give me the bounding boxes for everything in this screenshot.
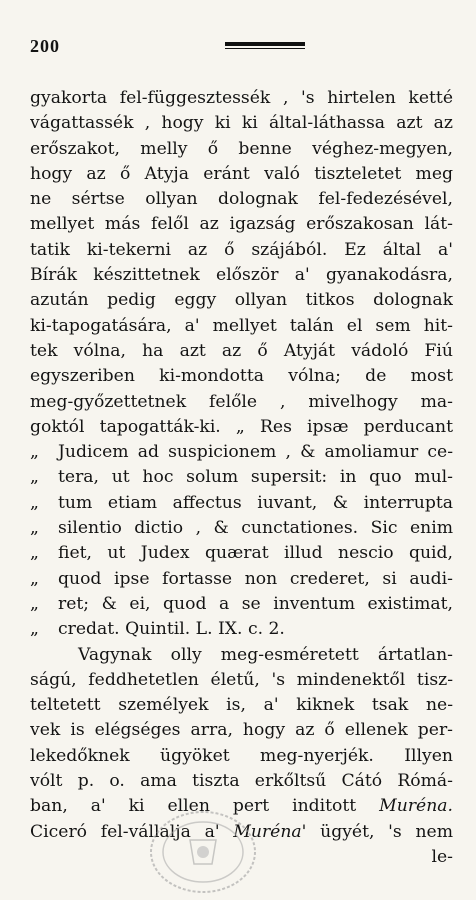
text-line: Bírák készittetnek először a' gyanakodásra, <box>30 265 453 286</box>
page-header <box>30 36 450 56</box>
quote-text: fiet, ut Judex quærat illud nescio quid, <box>58 543 453 564</box>
quote-mark: „ <box>30 492 39 513</box>
quote-line <box>30 617 453 642</box>
quote-line <box>30 465 453 490</box>
quote-line <box>30 567 453 592</box>
quote-text: Judicem ad suspicionem , & amoliamur ce- <box>58 442 453 463</box>
catchword: le- <box>431 846 453 867</box>
quote-mark: „ <box>30 442 39 463</box>
text-line: tek vólna, ha azt az ő Atyját vádoló Fiú <box>30 340 453 361</box>
name-italic: Muréna. <box>379 796 453 817</box>
quote-mark: „ <box>30 543 39 564</box>
text-line: gyakorta fel-függesztessék , 's hirtelen ketté <box>30 88 453 108</box>
text-segment: Ciceró fel-vállalja a' <box>30 821 220 842</box>
text-line: erőszakot, melly ő benne véghez-megyen, <box>30 138 453 159</box>
text-line: vek is elégséges arra, hogy az ő ellenek per- <box>30 720 453 741</box>
text-line: vólt p. o. ama tiszta erkőltsű Cátó Rómá- <box>30 771 453 792</box>
quote-text: tum etiam affectus iuvant, & interrupta <box>58 492 453 513</box>
quote-mark: „ <box>30 467 39 488</box>
quote-line <box>30 592 453 617</box>
text-line: tatik ki-tekerni az ő szájából. Ez által a' <box>30 239 453 260</box>
body-text <box>30 86 453 870</box>
name-italic: Muréna' <box>233 821 307 842</box>
quote-text: tera, ut hoc solum supersit: in quo mul- <box>58 467 453 488</box>
quote-text: silentio dictio , & cunctationes. Sic enim <box>58 518 453 539</box>
text-line: ki-tapogatására, a' mellyet talán el sem hit- <box>30 315 453 336</box>
text-line: teltetett személyek is, a' kiknek tsak ne- <box>30 695 453 716</box>
quote-mark: „ <box>30 593 39 614</box>
quote-line <box>30 440 453 465</box>
header-rule <box>225 42 305 46</box>
text-line: mellyet más felől az igazság erőszakosan lát- <box>30 214 453 235</box>
quote-citation: credat. Quintil. L. IX. c. 2. <box>58 619 285 640</box>
quote-mark: „ <box>30 518 39 539</box>
text-line: hogy az ő Atyja eránt való tiszteletet meg <box>30 163 453 184</box>
quote-line <box>30 541 453 566</box>
library-stamp <box>138 800 268 896</box>
text-segment: ügyét, 's nem <box>320 821 453 842</box>
text-line: vágattassék , hogy ki ki által-láthassa azt az <box>30 113 453 134</box>
header-rule-thin <box>225 48 305 49</box>
quote-text: ret; & ei, quod a se inventum existimat, <box>58 593 453 614</box>
text-line: egyszeriben ki-mondotta vólna; de most <box>30 366 453 387</box>
text-line: meg-győzettetnek felőle , mivelhogy ma- <box>30 391 453 412</box>
text-line: lekedőknek ügyöket meg-nyerjék. Illyen <box>30 745 453 766</box>
text-line: ságú, feddhetetlen életű, 's mindenektől tisz- <box>30 669 453 690</box>
text-line: Vagynak olly meg-esméretett ártatlan- <box>78 644 453 665</box>
text-line: ne sértse ollyan dolognak fel-fedezésével, <box>30 189 453 210</box>
page-number: 200 <box>30 36 60 56</box>
quote-text: quod ipse fortasse non crederet, si audi- <box>58 568 453 589</box>
text-line: goktól tapogatták-ki. „ Res ipsæ perducant <box>30 416 453 437</box>
text-segment: ban, a' ki ellen pert inditott <box>30 796 357 817</box>
text-line: azután pedig eggy ollyan titkos dolognak <box>30 290 453 311</box>
quote-line <box>30 491 453 516</box>
quote-mark: „ <box>30 619 39 640</box>
quote-line <box>30 516 453 541</box>
quote-mark: „ <box>30 568 39 589</box>
